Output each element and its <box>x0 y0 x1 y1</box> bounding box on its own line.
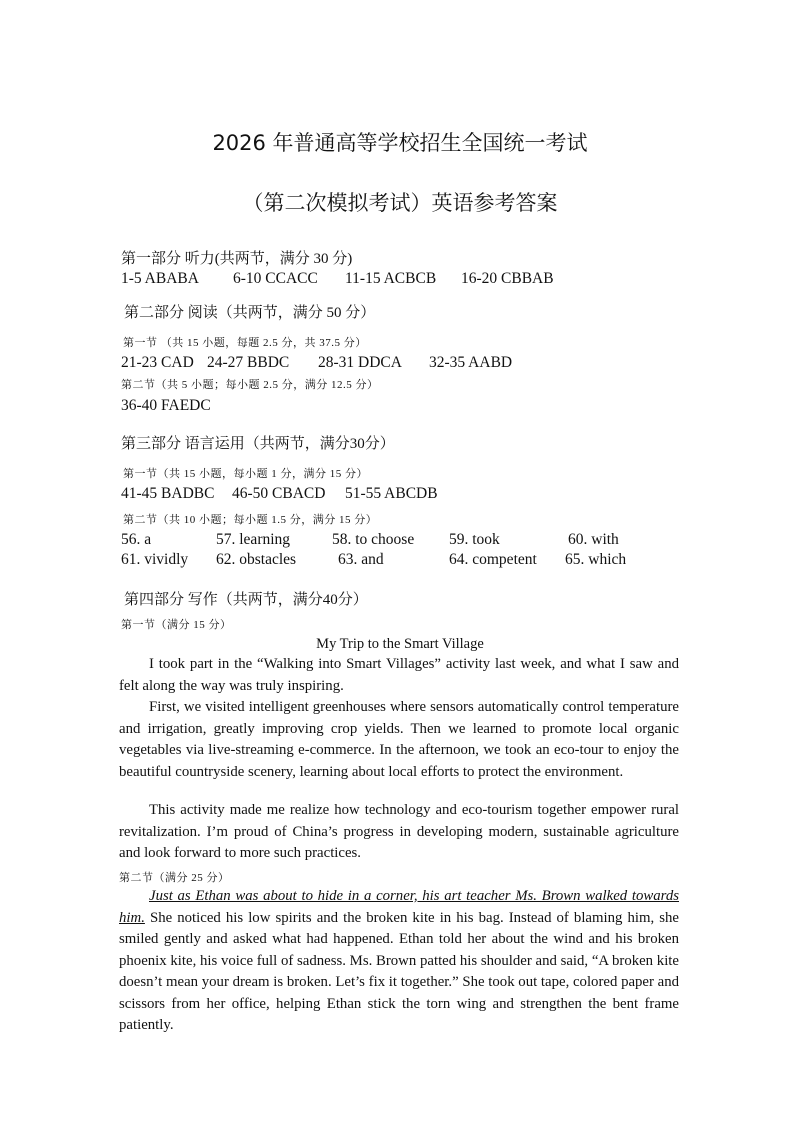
part4-section1-heading: 第一节（满分 15 分） <box>121 619 232 631</box>
part1-answer: 1-5 ABABA <box>121 270 199 287</box>
part3-answer: 63. and <box>338 551 384 568</box>
part3-answer: 61. vividly <box>121 551 189 568</box>
continuation-paragraph <box>119 886 679 1037</box>
page-title: 2026 年普通高等学校招生全国统一考试 <box>212 131 588 155</box>
part2-answer: 28-31 DDCA <box>318 354 402 371</box>
essay-title: My Trip to the Smart Village <box>316 636 484 652</box>
part3-answer: 59. took <box>449 531 500 548</box>
part1-answer: 6-10 CCACC <box>233 270 318 287</box>
part4-section2-heading: 第二节（满分 25 分） <box>119 872 230 884</box>
part1-answer: 11-15 ACBCB <box>345 270 437 287</box>
part3-heading: 第三部分 语言运用（共两节，满分30分） <box>121 436 395 452</box>
part3-answer: 58. to choose <box>332 531 415 548</box>
part2-answer: 36-40 FAEDC <box>121 397 211 414</box>
part2-answer: 21-23 CAD <box>121 354 194 371</box>
part4-heading: 第四部分 写作（共两节，满分40分） <box>124 592 368 608</box>
part3-section2-heading: 第二节（共 10 小题；每小题 1.5 分，满分 15 分） <box>123 514 378 526</box>
essay-paragraph: First, we visited intelligent greenhouses where sensors automatically control temperature and irrigation, greatly improving crop yields. Then we learned to promote local organic vegetables via live-streaming e-commerce. In the afternoon, we took an eco-tour to enjoy the beautiful countryside scenery, learning about local efforts to protect the environment. <box>119 699 679 780</box>
part3-section1-heading: 第一节（共 15 小题，每小题 1 分，满分 15 分） <box>123 468 368 480</box>
part1-heading: 第一部分 听力(共两节，满分 30 分) <box>121 251 353 267</box>
part2-section2-heading: 第二节（共 5 小题；每小题 2.5 分，满分 12.5 分） <box>121 379 379 391</box>
part3-answer: 65. which <box>565 551 627 568</box>
essay-paragraph: I took part in the “Walking into Smart Villages” activity last week, and what I saw and felt along the way was truly inspiring. <box>119 656 679 694</box>
part1-answer: 16-20 CBBAB <box>461 270 554 287</box>
part3-answer: 56. a <box>121 531 152 548</box>
part3-answer: 57. learning <box>216 531 291 548</box>
part2-answer: 32-35 AABD <box>429 354 513 371</box>
essay-paragraph: This activity made me realize how technology and eco-tourism together empower rural revitalization. I’m proud of China’s progress in developing modern, sustainable agriculture and look forward to more such practices. <box>119 802 679 861</box>
part3-answer: 46-50 CBACD <box>232 485 326 502</box>
part3-answer: 41-45 BADBC <box>121 485 215 502</box>
part2-heading: 第二部分 阅读（共两节，满分 50 分） <box>124 305 376 321</box>
part3-answer: 64. competent <box>449 551 537 568</box>
continuation-body: She noticed his low spirits and the broken kite in his bag. Instead of blaming him, she smiled gently and asked what had happened. Ethan told her about the wind and his broken phoenix kite, his voice full of sadness. Ms. Brown patted his shoulder and said, “A broken kite doesn’t mean your dream is broken. Let’s fix it together.” She took out tape, colored paper and scissors from her office, helping Ethan stick the torn wing and strengthen the bent frame patiently. <box>119 909 679 1033</box>
part3-answer: 60. with <box>568 531 619 548</box>
part3-answer: 62. obstacles <box>216 551 297 568</box>
part2-section1-heading: 第一节 （共 15 小题，每题 2.5 分，共 37.5 分） <box>123 337 367 349</box>
page-subtitle: （第二次模拟考试）英语参考答案 <box>242 191 558 215</box>
part2-answer: 24-27 BBDC <box>207 354 290 371</box>
continuation-lead-sentence: Just as Ethan was about to hide in a corner, his art teacher Ms. Brown walked towards him. <box>119 888 679 926</box>
part3-answer: 51-55 ABCDB <box>345 485 438 502</box>
